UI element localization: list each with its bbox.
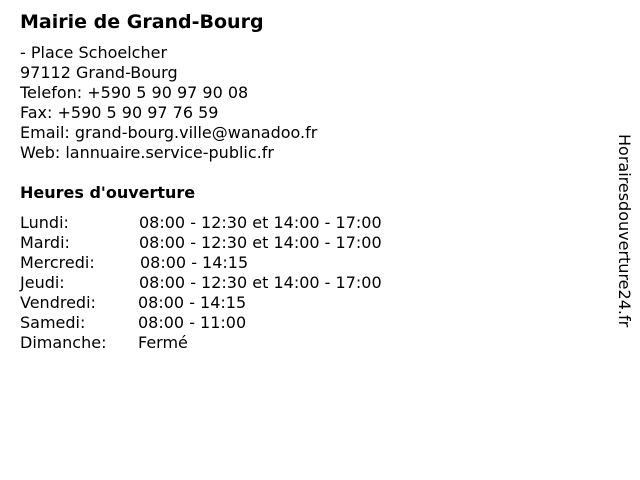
hours-row-thursday <box>20 273 580 293</box>
page-title: Mairie de Grand-Bourg <box>20 11 264 33</box>
day-label: Mardi: <box>20 233 70 252</box>
postal-city: 97112 Grand-Bourg <box>20 63 178 82</box>
time-range: 08:00 - 11:00 <box>138 313 247 332</box>
day-label: Mercredi: <box>20 253 95 272</box>
hours-row-sunday <box>20 333 580 353</box>
fax-number: Fax: +590 5 90 97 76 59 <box>20 103 219 122</box>
hours-row-tuesday <box>20 233 580 253</box>
day-label: Jeudi: <box>20 273 65 292</box>
street-address: - Place Schoelcher <box>20 43 168 62</box>
time-range: 08:00 - 12:30 et 14:00 - 17:00 <box>139 213 382 232</box>
phone-number: Telefon: +590 5 90 97 90 08 <box>20 83 249 102</box>
email-address: Email: grand-bourg.ville@wanadoo.fr <box>20 123 318 142</box>
time-range: Fermé <box>138 333 188 352</box>
day-label: Samedi: <box>20 313 86 332</box>
hours-list <box>20 213 580 353</box>
time-range: 08:00 - 12:30 et 14:00 - 17:00 <box>139 233 382 252</box>
hours-row-wednesday <box>20 253 580 273</box>
hours-row-saturday <box>20 313 580 333</box>
site-watermark: Horairesdouverture24.fr <box>615 134 634 328</box>
website: Web: lannuaire.service-public.fr <box>20 143 274 162</box>
hours-heading: Heures d'ouverture <box>20 183 196 202</box>
time-range: 08:00 - 14:15 <box>138 293 247 312</box>
hours-row-monday <box>20 213 580 233</box>
day-label: Dimanche: <box>20 333 107 352</box>
contact-block <box>20 43 317 163</box>
time-range: 08:00 - 12:30 et 14:00 - 17:00 <box>139 273 382 292</box>
time-range: 08:00 - 14:15 <box>140 253 249 272</box>
hours-row-friday <box>20 293 580 313</box>
day-label: Vendredi: <box>20 293 96 312</box>
day-label: Lundi: <box>20 213 69 232</box>
